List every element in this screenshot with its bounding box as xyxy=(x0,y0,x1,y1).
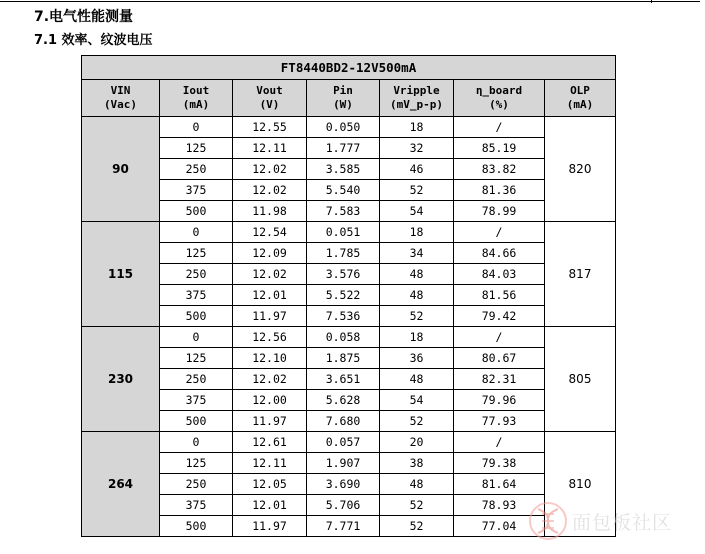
vout-cell: 12.00 xyxy=(233,390,307,411)
table-row xyxy=(82,348,616,369)
vout-cell: 12.61 xyxy=(233,432,307,453)
vin-cell: 264 xyxy=(82,432,160,537)
section-heading: 7.电气性能测量 xyxy=(34,9,134,25)
olp-cell: 805 xyxy=(545,327,616,432)
iout-cell: 125 xyxy=(160,453,233,474)
header-pin: Pin (W) xyxy=(307,80,380,117)
table-row xyxy=(82,327,616,348)
vripple-cell: 18 xyxy=(380,222,454,243)
efficiency-table-container xyxy=(81,55,616,537)
header-vout: Vout (V) xyxy=(233,80,307,117)
top-rule-line xyxy=(0,1,700,2)
vout-cell: 12.10 xyxy=(233,348,307,369)
iout-cell: 250 xyxy=(160,474,233,495)
efficiency-cell: 77.93 xyxy=(454,411,545,432)
iout-cell: 500 xyxy=(160,411,233,432)
efficiency-cell: 77.04 xyxy=(454,516,545,537)
vout-cell: 11.98 xyxy=(233,201,307,222)
table-row xyxy=(82,264,616,285)
table-row xyxy=(82,138,616,159)
vout-cell: 11.97 xyxy=(233,516,307,537)
table-row xyxy=(82,411,616,432)
table-body xyxy=(82,117,616,537)
pin-cell: 0.051 xyxy=(307,222,380,243)
efficiency-cell: 79.96 xyxy=(454,390,545,411)
iout-cell: 250 xyxy=(160,159,233,180)
vripple-cell: 54 xyxy=(380,201,454,222)
header-olp: OLP (mA) xyxy=(545,80,616,117)
pin-cell: 7.680 xyxy=(307,411,380,432)
iout-cell: 375 xyxy=(160,495,233,516)
iout-cell: 0 xyxy=(160,222,233,243)
efficiency-cell: / xyxy=(454,432,545,453)
efficiency-cell: 82.31 xyxy=(454,369,545,390)
olp-cell: 810 xyxy=(545,432,616,537)
vripple-cell: 32 xyxy=(380,138,454,159)
vout-cell: 12.01 xyxy=(233,495,307,516)
efficiency-cell: 83.82 xyxy=(454,159,545,180)
top-rule-tick xyxy=(651,0,652,3)
watermark xyxy=(528,497,698,545)
iout-cell: 375 xyxy=(160,390,233,411)
vripple-cell: 46 xyxy=(380,159,454,180)
vripple-cell: 36 xyxy=(380,348,454,369)
pin-cell: 3.585 xyxy=(307,159,380,180)
table-row xyxy=(82,306,616,327)
iout-cell: 0 xyxy=(160,117,233,138)
pin-cell: 7.583 xyxy=(307,201,380,222)
pin-cell: 3.651 xyxy=(307,369,380,390)
iout-cell: 375 xyxy=(160,180,233,201)
vin-cell: 115 xyxy=(82,222,160,327)
table-row xyxy=(82,453,616,474)
table-row xyxy=(82,243,616,264)
vripple-cell: 48 xyxy=(380,264,454,285)
vout-cell: 12.02 xyxy=(233,180,307,201)
table-row xyxy=(82,432,616,453)
pin-cell: 5.522 xyxy=(307,285,380,306)
vripple-cell: 52 xyxy=(380,180,454,201)
pin-cell: 1.777 xyxy=(307,138,380,159)
vripple-cell: 18 xyxy=(380,117,454,138)
page-top-rule xyxy=(0,0,705,3)
vout-cell: 12.11 xyxy=(233,453,307,474)
vout-cell: 12.09 xyxy=(233,243,307,264)
table-row xyxy=(82,117,616,138)
efficiency-cell: 78.93 xyxy=(454,495,545,516)
efficiency-cell: / xyxy=(454,222,545,243)
iout-cell: 500 xyxy=(160,306,233,327)
efficiency-cell: 80.67 xyxy=(454,348,545,369)
header-vin: VIN (Vac) xyxy=(82,80,160,117)
olp-cell: 820 xyxy=(545,117,616,222)
vout-cell: 12.02 xyxy=(233,159,307,180)
table-row xyxy=(82,222,616,243)
efficiency-cell: / xyxy=(454,117,545,138)
watermark-text: 面包板社区 xyxy=(572,511,673,534)
vout-cell: 11.97 xyxy=(233,306,307,327)
table-title-row xyxy=(82,56,616,80)
efficiency-cell: 84.66 xyxy=(454,243,545,264)
efficiency-ripple-table xyxy=(81,55,616,537)
pin-cell: 5.540 xyxy=(307,180,380,201)
pin-cell: 7.771 xyxy=(307,516,380,537)
table-row xyxy=(82,369,616,390)
pin-cell: 1.907 xyxy=(307,453,380,474)
pin-cell: 1.875 xyxy=(307,348,380,369)
vripple-cell: 52 xyxy=(380,306,454,327)
vout-cell: 11.97 xyxy=(233,411,307,432)
vout-cell: 12.55 xyxy=(233,117,307,138)
olp-cell: 817 xyxy=(545,222,616,327)
vripple-cell: 52 xyxy=(380,495,454,516)
pin-cell: 0.057 xyxy=(307,432,380,453)
header-iout: Iout (mA) xyxy=(160,80,233,117)
iout-cell: 250 xyxy=(160,369,233,390)
vripple-cell: 38 xyxy=(380,453,454,474)
vripple-cell: 54 xyxy=(380,390,454,411)
iout-cell: 0 xyxy=(160,327,233,348)
dna-logo-icon xyxy=(528,501,568,541)
vripple-cell: 18 xyxy=(380,327,454,348)
efficiency-cell: 81.56 xyxy=(454,285,545,306)
vout-cell: 12.01 xyxy=(233,285,307,306)
table-row xyxy=(82,201,616,222)
efficiency-cell: / xyxy=(454,327,545,348)
vout-cell: 12.02 xyxy=(233,369,307,390)
vout-cell: 12.11 xyxy=(233,138,307,159)
table-row xyxy=(82,159,616,180)
vripple-cell: 48 xyxy=(380,474,454,495)
pin-cell: 7.536 xyxy=(307,306,380,327)
iout-cell: 125 xyxy=(160,348,233,369)
efficiency-cell: 81.36 xyxy=(454,180,545,201)
table-row xyxy=(82,474,616,495)
pin-cell: 3.576 xyxy=(307,264,380,285)
efficiency-cell: 81.64 xyxy=(454,474,545,495)
efficiency-cell: 79.42 xyxy=(454,306,545,327)
table-row xyxy=(82,180,616,201)
subsection-heading: 7.1 效率、纹波电压 xyxy=(34,33,153,48)
efficiency-cell: 78.99 xyxy=(454,201,545,222)
vripple-cell: 52 xyxy=(380,516,454,537)
table-row xyxy=(82,390,616,411)
iout-cell: 500 xyxy=(160,516,233,537)
pin-cell: 0.050 xyxy=(307,117,380,138)
pin-cell: 5.628 xyxy=(307,390,380,411)
vout-cell: 12.05 xyxy=(233,474,307,495)
header-efficiency: η_board (%) xyxy=(454,80,545,117)
iout-cell: 0 xyxy=(160,432,233,453)
vout-cell: 12.56 xyxy=(233,327,307,348)
vout-cell: 12.54 xyxy=(233,222,307,243)
efficiency-cell: 85.19 xyxy=(454,138,545,159)
vout-cell: 12.02 xyxy=(233,264,307,285)
iout-cell: 250 xyxy=(160,264,233,285)
iout-cell: 125 xyxy=(160,138,233,159)
vripple-cell: 48 xyxy=(380,369,454,390)
pin-cell: 3.690 xyxy=(307,474,380,495)
iout-cell: 125 xyxy=(160,243,233,264)
vripple-cell: 52 xyxy=(380,411,454,432)
vripple-cell: 20 xyxy=(380,432,454,453)
efficiency-cell: 79.38 xyxy=(454,453,545,474)
table-title: FT8440BD2-12V500mA xyxy=(82,56,616,80)
iout-cell: 500 xyxy=(160,201,233,222)
vin-cell: 90 xyxy=(82,117,160,222)
table-row xyxy=(82,285,616,306)
iout-cell: 375 xyxy=(160,285,233,306)
pin-cell: 1.785 xyxy=(307,243,380,264)
pin-cell: 5.706 xyxy=(307,495,380,516)
vripple-cell: 48 xyxy=(380,285,454,306)
header-vripple: Vripple (mV_p-p) xyxy=(380,80,454,117)
vripple-cell: 34 xyxy=(380,243,454,264)
table-header-row xyxy=(82,80,616,117)
pin-cell: 0.058 xyxy=(307,327,380,348)
vin-cell: 230 xyxy=(82,327,160,432)
efficiency-cell: 84.03 xyxy=(454,264,545,285)
